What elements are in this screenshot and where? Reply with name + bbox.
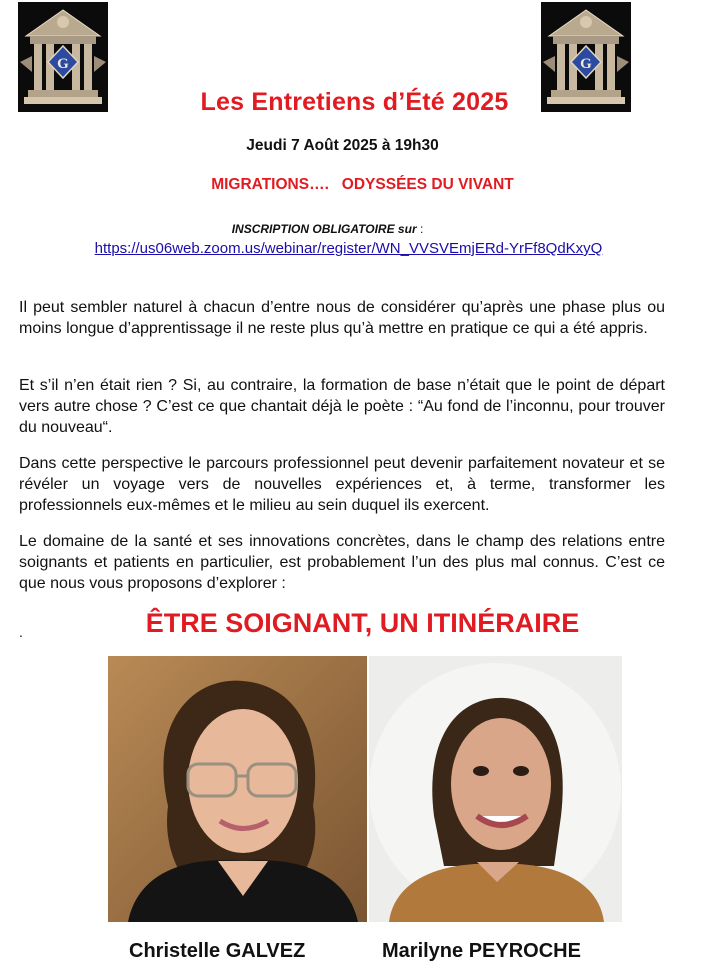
portrait-illustration [108, 656, 367, 922]
portrait-illustration [369, 656, 622, 922]
registration-notice [0, 222, 655, 236]
registration-link[interactable]: https://us06web.zoom.us/webinar/register/WN_VVSVEmjERd-YrFf8QdKxyQ [94, 240, 603, 257]
event-theme: MIGRATIONS…. ODYSSÉES DU VIVANT [211, 176, 514, 193]
speaker-name-right: Marilyne PEYROCHE [382, 940, 581, 962]
speaker-name-left: Christelle GALVEZ [129, 940, 306, 962]
event-date: Jeudi 7 Août 2025 à 19h30 [246, 137, 439, 154]
registration-label: INSCRIPTION OBLIGATOIRE sur [231, 222, 417, 236]
registration-suffix: : [416, 222, 424, 236]
speaker-photo-left [108, 656, 367, 922]
svg-text:G: G [57, 56, 69, 72]
stray-dot: . [19, 624, 23, 640]
speaker-photo-right [369, 656, 622, 922]
svg-text:G: G [580, 56, 592, 72]
intro-paragraph: Il peut sembler naturel à chacun d’entre nous de considérer qu’après une phase plus ou moins longue d’apprentissage il ne reste plus qu’à mettre en pratique ce qui a été appris. [19, 299, 665, 337]
perspective-paragraph: Dans cette perspective le parcours professionnel peut devenir parfaitement novateur et se révéler un voyage vers de nouvelles expériences et, à terme, transformer les professionnels eux-mêmes et le milieu au sein duquel ils exercent. [19, 455, 665, 514]
question-paragraph: Et s’il n’en était rien ? Si, au contraire, la formation de base n’était que le point de départ vers autre chose ? C’est ce que chantait déjà le poète : “Au fond de l’inconnu, pour trouver du nouveau“. [19, 377, 665, 436]
talk-subtitle: ÊTRE SOIGNANT, UN ITINÉRAIRE [145, 608, 580, 638]
event-title: Les Entretiens d’Été 2025 [200, 88, 509, 116]
health-paragraph: Le domaine de la santé et ses innovations concrètes, dans le champ des relations entre soignants et patients en particulier, est probablement l’un des plus mal connus. C’est ce que nous vous proposons d’explorer : [19, 533, 665, 592]
